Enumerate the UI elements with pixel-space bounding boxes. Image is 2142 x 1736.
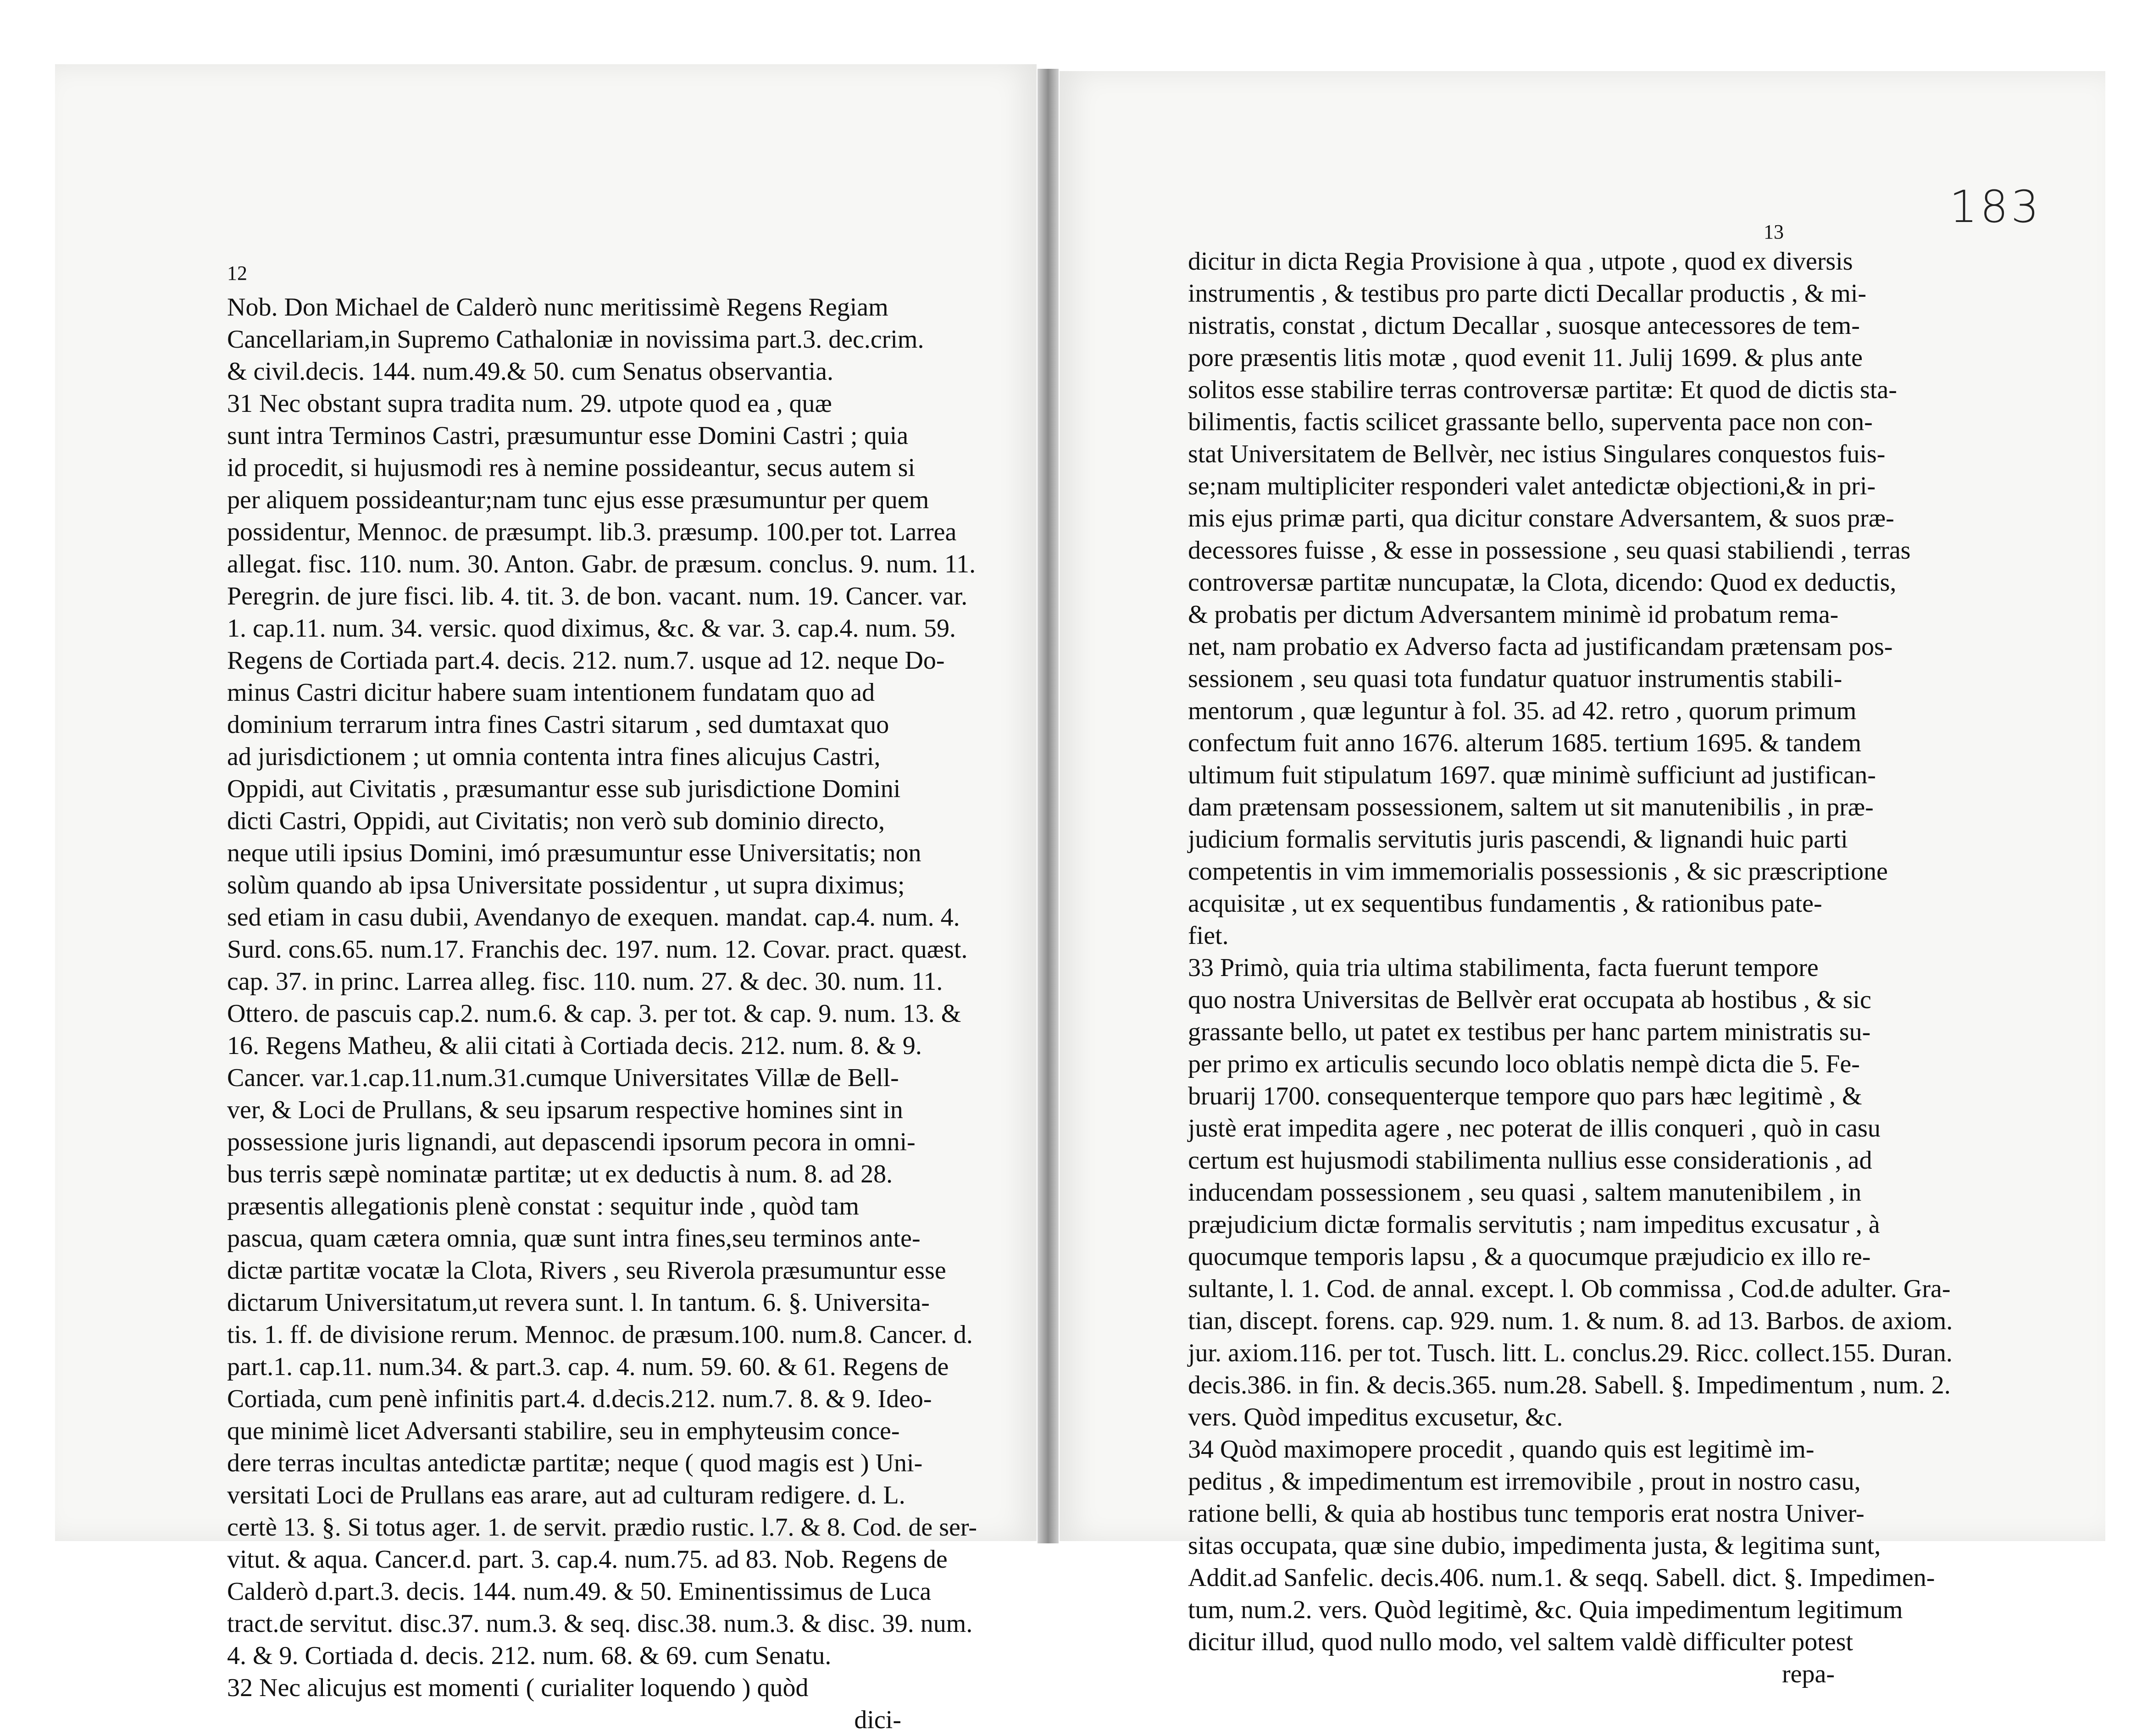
- text-line: justè erat impedita agere , nec poterat de illis conqueri , quò in casu: [1188, 1114, 1881, 1143]
- text-line: solùm quando ab ipsa Universitate possidentur , ut supra diximus;: [227, 871, 905, 899]
- text-line: possidentur, Mennoc. de præsumpt. lib.3. præsump. 100.per tot. Larrea: [227, 518, 957, 546]
- text-line: 1. cap.11. num. 34. versic. quod diximus, &c. & var. 3. cap.4. num. 59.: [227, 614, 956, 643]
- text-line: 16. Regens Matheu, & alii citati à Cortiada decis. 212. num. 8. & 9.: [227, 1032, 922, 1060]
- catchword: dici-: [854, 1706, 901, 1734]
- text-line: dicitur in dicta Regia Provisione à qua , utpote , quod ex diversis: [1188, 247, 1853, 276]
- right-page-number: 13: [1764, 221, 1784, 243]
- text-line: ad jurisdictionem ; ut omnia contenta intra fines alicujus Castri,: [227, 743, 881, 771]
- text-line: tract.de servitut. disc.37. num.3. & seq. disc.38. num.3. & disc. 39. num.: [227, 1609, 973, 1638]
- text-line: Peregrin. de jure fisci. lib. 4. tit. 3. de bon. vacant. num. 19. Cancer. var.: [227, 582, 968, 610]
- text-line: dam prætensam possessionem, saltem ut sit manutenibilis , in præ-: [1188, 793, 1874, 821]
- text-line: Ottero. de pascuis cap.2. num.6. & cap. 3. per tot. & cap. 9. num. 13. &: [227, 999, 961, 1028]
- text-line: ratione belli, & quia ab hostibus tunc temporis erat nostra Univer-: [1188, 1499, 1865, 1528]
- text-line: bruarij 1700. consequenterque tempore quo pars hæc legitimè , &: [1188, 1082, 1862, 1110]
- text-line: grassante bello, ut patet ex testibus per hanc partem ministratis su-: [1188, 1018, 1871, 1046]
- text-line: part.1. cap.11. num.34. & part.3. cap. 4. num. 59. 60. & 61. Regens de: [227, 1353, 949, 1381]
- text-line: quocumque temporis lapsu , & a quocumque præjudicio ex illo re-: [1188, 1242, 1871, 1271]
- text-line: instrumentis , & testibus pro parte dicti Decallar productis , & mi-: [1188, 279, 1867, 308]
- text-line: tis. 1. ff. de divisione rerum. Mennoc. de præsum.100. num.8. Cancer. d.: [227, 1320, 973, 1349]
- text-line: sunt intra Terminos Castri, præsumuntur esse Domini Castri ; quia: [227, 422, 909, 450]
- text-line: controversæ partitæ nuncupatæ, la Clota, dicendo: Quod ex deductis,: [1188, 568, 1897, 597]
- text-line: mis ejus primæ parti, qua dicitur constare Adversantem, & suos præ-: [1188, 504, 1894, 532]
- text-line: per aliquem possideantur;nam tunc ejus esse præsumuntur per quem: [227, 486, 929, 514]
- text-line: que minimè licet Adversanti stabilire, seu in emphyteusim conce-: [227, 1417, 900, 1445]
- text-line: dicti Castri, Oppidi, aut Civitatis; non verò sub dominio directo,: [227, 807, 885, 835]
- text-line: Cortiada, cum penè infinitis part.4. d.decis.212. num.7. 8. & 9. Ideo-: [227, 1385, 932, 1413]
- text-line: Cancer. var.1.cap.11.num.31.cumque Universitates Villæ de Bell-: [227, 1064, 899, 1092]
- text-line: dominium terrarum intra fines Castri sitarum , sed dumtaxat quo: [227, 710, 889, 739]
- text-line: peditus , & impedimentum est irremovibile , prout in nostro casu,: [1188, 1467, 1861, 1496]
- left-page-number: 12: [227, 262, 247, 284]
- text-line: Surd. cons.65. num.17. Franchis dec. 197. num. 12. Covar. pract. quæst.: [227, 935, 968, 964]
- text-line: sessionem , seu quasi tota fundatur quatuor instrumentis stabili-: [1188, 665, 1842, 693]
- text-line: inducendam possessionem , seu quasi , saltem manutenibilem , in: [1188, 1178, 1862, 1207]
- text-line: quo nostra Universitas de Bellvèr erat occupata ab hostibus , & sic: [1188, 986, 1871, 1014]
- text-line: nistratis, constat , dictum Decallar , suosque antecessores de tem-: [1188, 311, 1860, 340]
- text-line: solitos esse stabilire terras controversæ partitæ: Et quod de dictis sta-: [1188, 376, 1897, 404]
- text-line: & probatis per dictum Adversantem minimè id probatum rema-: [1188, 600, 1839, 629]
- text-line: judicium formalis servitutis juris pascendi, & lignandi huic parti: [1188, 825, 1848, 854]
- text-line: & civil.decis. 144. num.49.& 50. cum Senatus observantia.: [227, 357, 834, 386]
- text-line: certè 13. §. Si totus ager. 1. de servit. prædio rustic. l.7. & 8. Cod. de ser-: [227, 1513, 977, 1542]
- text-line: Regens de Cortiada part.4. decis. 212. num.7. usque ad 12. neque Do-: [227, 646, 945, 675]
- text-line: Nob. Don Michael de Calderò nunc meritissimè Regens Regiam: [227, 293, 888, 322]
- text-line: Addit.ad Sanfelic. decis.406. num.1. & seqq. Sabell. dict. §. Impedimen-: [1188, 1564, 1935, 1592]
- text-line: confectum fuit anno 1676. alterum 1685. tertium 1695. & tandem: [1188, 729, 1862, 757]
- text-line: mentorum , quæ leguntur à fol. 35. ad 42. retro , quorum primum: [1188, 697, 1857, 725]
- text-line: competentis in vim immemorialis possessionis , & sic præscriptione: [1188, 857, 1888, 886]
- book-gutter: [1038, 69, 1059, 1543]
- text-line: præsentis allegationis plenè constat : sequitur inde , quòd tam: [227, 1192, 859, 1220]
- text-line: dere terras incultas antedictæ partitæ; neque ( quod magis est ) Uni-: [227, 1449, 923, 1477]
- text-line: pore præsentis litis motæ , quod evenit 11. Julij 1699. & plus ante: [1188, 344, 1863, 372]
- text-line: neque utili ipsius Domini, imó præsumuntur esse Universitatis; non: [227, 839, 921, 867]
- text-line: versitati Loci de Prullans eas arare, aut ad culturam redigere. d. L.: [227, 1481, 905, 1509]
- text-line: acquisitæ , ut ex sequentibus fundamentis , & rationibus pate-: [1188, 889, 1822, 918]
- text-line: allegat. fisc. 110. num. 30. Anton. Gabr. de præsum. conclus. 9. num. 11.: [227, 550, 976, 578]
- text-line: 34 Quòd maximopere procedit , quando quis est legitimè im-: [1188, 1435, 1815, 1464]
- text-line: fiet.: [1188, 921, 1229, 950]
- text-line: se;nam multipliciter responderi valet antedictæ objectioni,& in pri-: [1188, 472, 1876, 500]
- text-line: dictarum Universitatum,ut revera sunt. l. In tantum. 6. §. Universita-: [227, 1288, 930, 1317]
- text-line: per primo ex articulis secundo loco oblatis nempè dicta die 5. Fe-: [1188, 1050, 1860, 1078]
- text-line: tian, discept. forens. cap. 929. num. 1. & num. 8. ad 13. Barbos. de axiom.: [1188, 1307, 1953, 1335]
- handwritten-folio-number: 183: [1949, 181, 2042, 233]
- text-line: 32 Nec alicujus est momenti ( curialiter loquendo ) quòd: [227, 1674, 809, 1702]
- text-line: bilimentis, factis scilicet grassante bello, superventa pace non con-: [1188, 408, 1873, 436]
- text-line: sed etiam in casu dubii, Avendanyo de exequen. mandat. cap.4. num. 4.: [227, 903, 960, 932]
- text-line: præjudicium dictæ formalis servitutis ; nam impeditus excusatur , à: [1188, 1210, 1880, 1239]
- text-line: dictæ partitæ vocatæ la Clota, Rivers , seu Riverola præsumuntur esse: [227, 1256, 946, 1285]
- text-line: sultante, l. 1. Cod. de annal. except. l. Ob commissa , Cod.de adulter. Gra-: [1188, 1275, 1951, 1303]
- text-line: stat Universitatem de Bellvèr, nec istius Singulares conquestos fuis-: [1188, 440, 1886, 468]
- text-line: decis.386. in fin. & decis.365. num.28. Sabell. §. Impedimentum , num. 2.: [1188, 1371, 1951, 1399]
- text-line: ultimum fuit stipulatum 1697. quæ minimè sufficiunt ad justifican-: [1188, 761, 1876, 789]
- text-line: sitas occupata, quæ sine dubio, impedimenta justa, & legitima sunt,: [1188, 1531, 1881, 1560]
- catchword: repa-: [1781, 1660, 1835, 1688]
- text-line: possessione juris lignandi, aut depascendi ipsorum pecora in omni-: [227, 1128, 916, 1156]
- text-line: dicitur illud, quod nullo modo, vel saltem valdè difficulter potest: [1188, 1628, 1853, 1656]
- text-line: decessores fuisse , & esse in possessione , seu quasi stabiliendi , terras: [1188, 536, 1911, 565]
- text-line: id procedit, si hujusmodi res à nemine possideantur, secus autem si: [227, 454, 916, 482]
- text-line: 33 Primò, quia tria ultima stabilimenta, facta fuerunt tempore: [1188, 954, 1819, 982]
- text-line: minus Castri dicitur habere suam intentionem fundatam quo ad: [227, 678, 875, 707]
- text-line: ver, & Loci de Prullans, & seu ipsarum respective homines sint in: [227, 1096, 903, 1124]
- text-line: jur. axiom.116. per tot. Tusch. litt. L. conclus.29. Ricc. collect.155. Duran.: [1188, 1339, 1953, 1367]
- right-text-column: [1188, 245, 1953, 1690]
- text-line: bus terris sæpè nominatæ partitæ; ut ex deductis à num. 8. ad 28.: [227, 1160, 893, 1188]
- left-text-column: [227, 291, 977, 1736]
- text-line: tum, num.2. vers. Quòd legitimè, &c. Quia impedimentum legitimum: [1188, 1596, 1903, 1624]
- text-line: 31 Nec obstant supra tradita num. 29. utpote quod ea , quæ: [227, 389, 832, 418]
- text-line: vers. Quòd impeditus excusetur, &c.: [1188, 1403, 1563, 1431]
- text-line: Oppidi, aut Civitatis , præsumantur esse sub jurisdictione Domini: [227, 775, 901, 803]
- text-line: vitut. & aqua. Cancer.d. part. 3. cap.4. num.75. ad 83. Nob. Regens de: [227, 1545, 948, 1574]
- text-line: pascua, quam cætera omnia, quæ sunt intra fines,seu terminos ante-: [227, 1224, 921, 1253]
- text-line: certum est hujusmodi stabilimenta nullius esse considerationis , ad: [1188, 1146, 1872, 1175]
- text-line: Cancellariam,in Supremo Cathaloniæ in novissima part.3. dec.crim.: [227, 325, 924, 354]
- text-line: net, nam probatio ex Adverso facta ad justificandam prætensam pos-: [1188, 632, 1893, 661]
- text-line: 4. & 9. Cortiada d. decis. 212. num. 68. & 69. cum Senatu.: [227, 1642, 832, 1670]
- text-line: cap. 37. in princ. Larrea alleg. fisc. 110. num. 27. & dec. 30. num. 11.: [227, 967, 943, 996]
- text-line: Calderò d.part.3. decis. 144. num.49. & 50. Eminentissimus de Luca: [227, 1577, 932, 1606]
